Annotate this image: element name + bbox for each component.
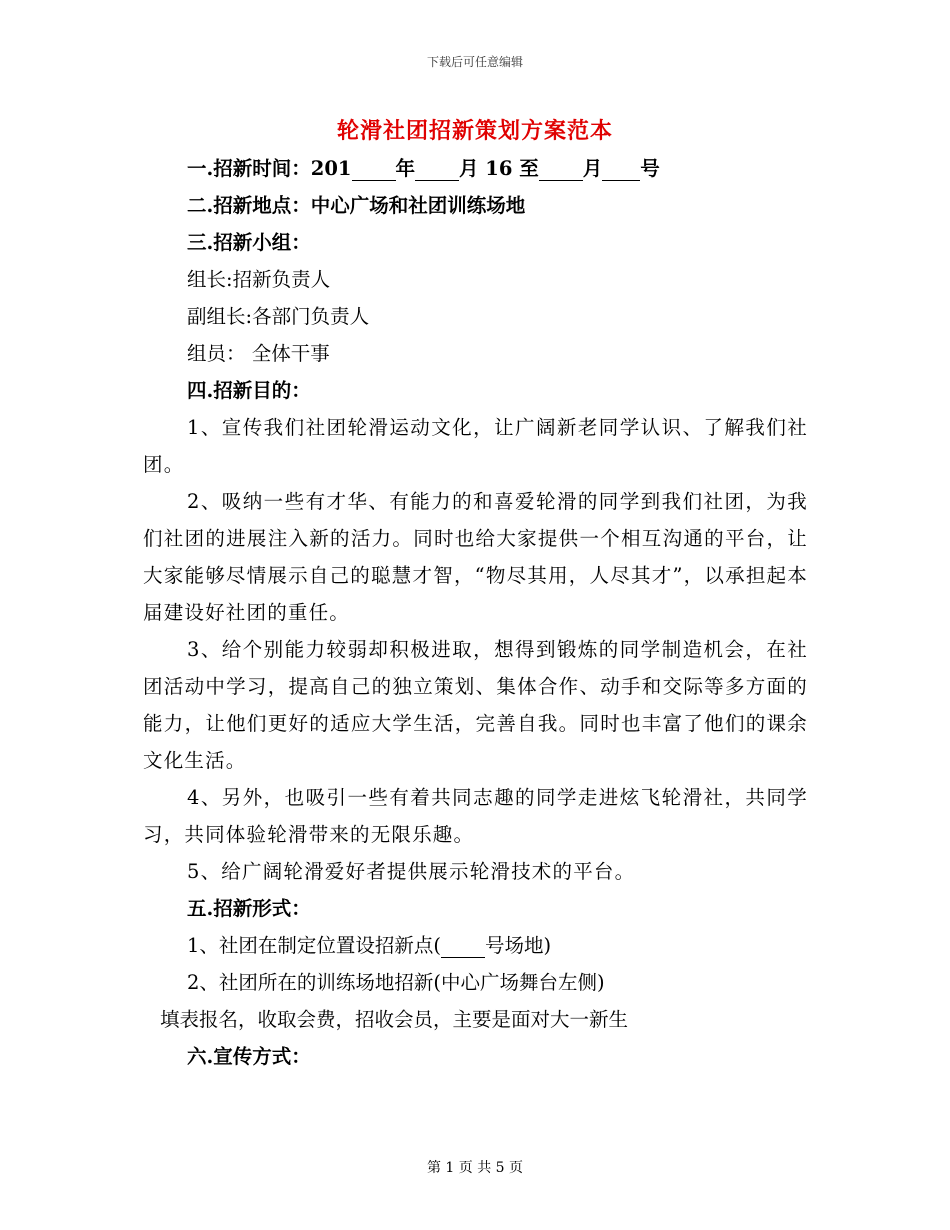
- purpose-item-5: 5、给广阔轮滑爱好者提供展示轮滑技术的平台。: [187, 860, 636, 883]
- form-item-3: 填表报名，收取会费，招收会员，主要是面对大一新生: [160, 1008, 629, 1031]
- purpose-item-3: 3、给个别能力较弱却积极进取，想得到锻炼的同学制造机会，在社团活动中学习，提高自己的独立策划、集体合作、动手和交际等多方面的能力，让他们更好的适应大学生活，完善自我。同时也丰富了他们的课余文化生活。: [143, 638, 808, 772]
- form-item-1-prefix: 1、社团在制定位置设招新点(: [187, 934, 442, 957]
- section-purpose-heading: 四.招新目的：: [187, 379, 311, 402]
- document-title: 轮滑社团招新策划方案范本: [336, 118, 613, 144]
- section-time-month2: 月: [582, 157, 603, 180]
- team-leader: 组长:招新负责人: [187, 268, 331, 291]
- blank-month2: [539, 156, 583, 181]
- header-note: 下载后可任意编辑: [426, 55, 523, 69]
- section-time-day: 号: [640, 157, 660, 180]
- purpose-item-2: 2、吸纳一些有才华、有能力的和喜爱轮滑的同学到我们社团，为我们社团的进展注入新的活力。同时也给大家提供一个相互沟通的平台，让大家能够尽情展示自己的聪慧才智，“物尽其用，人尽其才”，以承担起本届建设好社团的重任。: [143, 490, 808, 624]
- form-item-2: 2、社团所在的训练场地招新(中心广场舞台左侧): [187, 971, 605, 994]
- blank-day: [602, 156, 640, 181]
- section-time-month-day: 月 16 至: [459, 157, 539, 180]
- section-time-year: 年: [395, 157, 416, 180]
- purpose-item-4: 4、另外，也吸引一些有着共同志趣的同学走进炫飞轮滑社，共同学习，共同体验轮滑带来的无限乐趣。: [143, 786, 808, 846]
- page-footer: 第 1 页 共 5 页: [426, 1160, 524, 1176]
- section-team-heading: 三.招新小组：: [187, 231, 311, 254]
- section-publicity-heading: 六.宣传方式：: [187, 1045, 311, 1068]
- section-location: 二.招新地点：中心广场和社团训练场地: [187, 194, 526, 217]
- section-time: [143, 150, 808, 187]
- blank-year: [352, 156, 396, 181]
- form-item-1: [143, 927, 808, 964]
- form-item-1-suffix: 号场地): [485, 934, 552, 957]
- section-form-heading: 五.招新形式：: [187, 897, 311, 920]
- blank-month: [415, 156, 459, 181]
- document-body: [143, 150, 808, 1075]
- section-time-prefix: 一.招新时间：201: [187, 157, 352, 180]
- team-members: 组员： 全体干事: [187, 342, 330, 365]
- purpose-item-1: 1、宣传我们社团轮滑运动文化，让广阔新老同学认识、了解我们社团。: [143, 416, 808, 476]
- blank-venue: [441, 933, 485, 958]
- team-vice-leader: 副组长:各部门负责人: [187, 305, 370, 328]
